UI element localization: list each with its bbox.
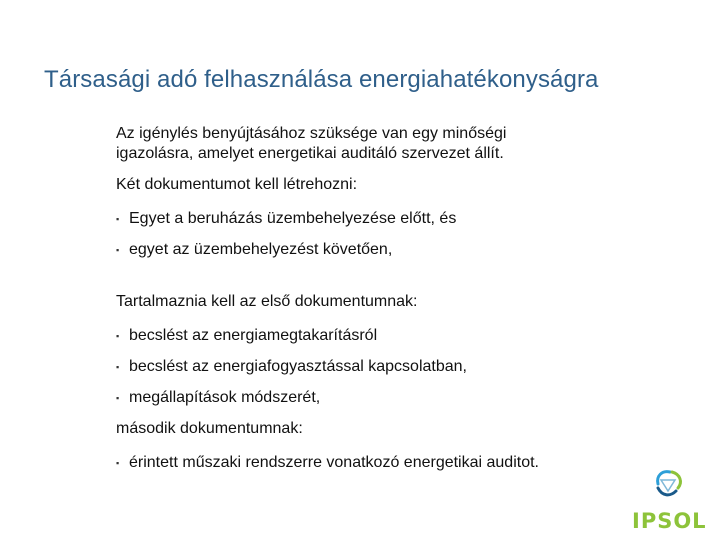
bullet-text: egyet az üzembehelyezést követően, [129,241,393,258]
bullet-text: becslést az energiafogyasztással kapcsolatban, [129,358,467,375]
bullet-item [116,209,676,229]
bullet-item [116,357,676,377]
first-heading: Tartalmaznia kell az első dokumentumnak: [116,293,418,310]
documents-heading: Két dokumentumot kell létrehozni: [116,176,358,193]
intro-line-2: igazolásra, amelyet energetikai auditáló szervezet állít. [116,145,504,162]
bullet-item [116,388,676,408]
bullet-marker: ▪ [116,393,120,403]
bullet-marker: ▪ [116,245,120,255]
bullet-marker: ▪ [116,458,120,468]
bullet-text: becslést az energiamegtakarításról [129,327,378,344]
slide-content [116,124,676,473]
ipsol-logo-icon [658,472,681,495]
ipsol-logo [628,466,712,536]
bullet-item [116,453,676,473]
bullet-marker: ▪ [116,214,120,224]
bullet-text: érintett műszaki rendszerre vonatkozó energetikai auditot. [129,454,539,471]
logo-text: IPSOL [632,509,707,533]
bullet-text: Egyet a beruházás üzembehelyezése előtt, és [129,210,457,227]
bullet-marker: ▪ [116,331,120,341]
bullet-item [116,326,676,346]
bullet-marker: ▪ [116,362,120,372]
second-heading: második dokumentumnak: [116,420,303,437]
bullet-text: megállapítások módszerét, [129,389,321,406]
bullet-item [116,240,676,260]
slide-title: Társasági adó felhasználása energiahatékonyságra [44,66,599,93]
intro-line-1: Az igénylés benyújtásához szüksége van egy minőségi [116,125,507,142]
